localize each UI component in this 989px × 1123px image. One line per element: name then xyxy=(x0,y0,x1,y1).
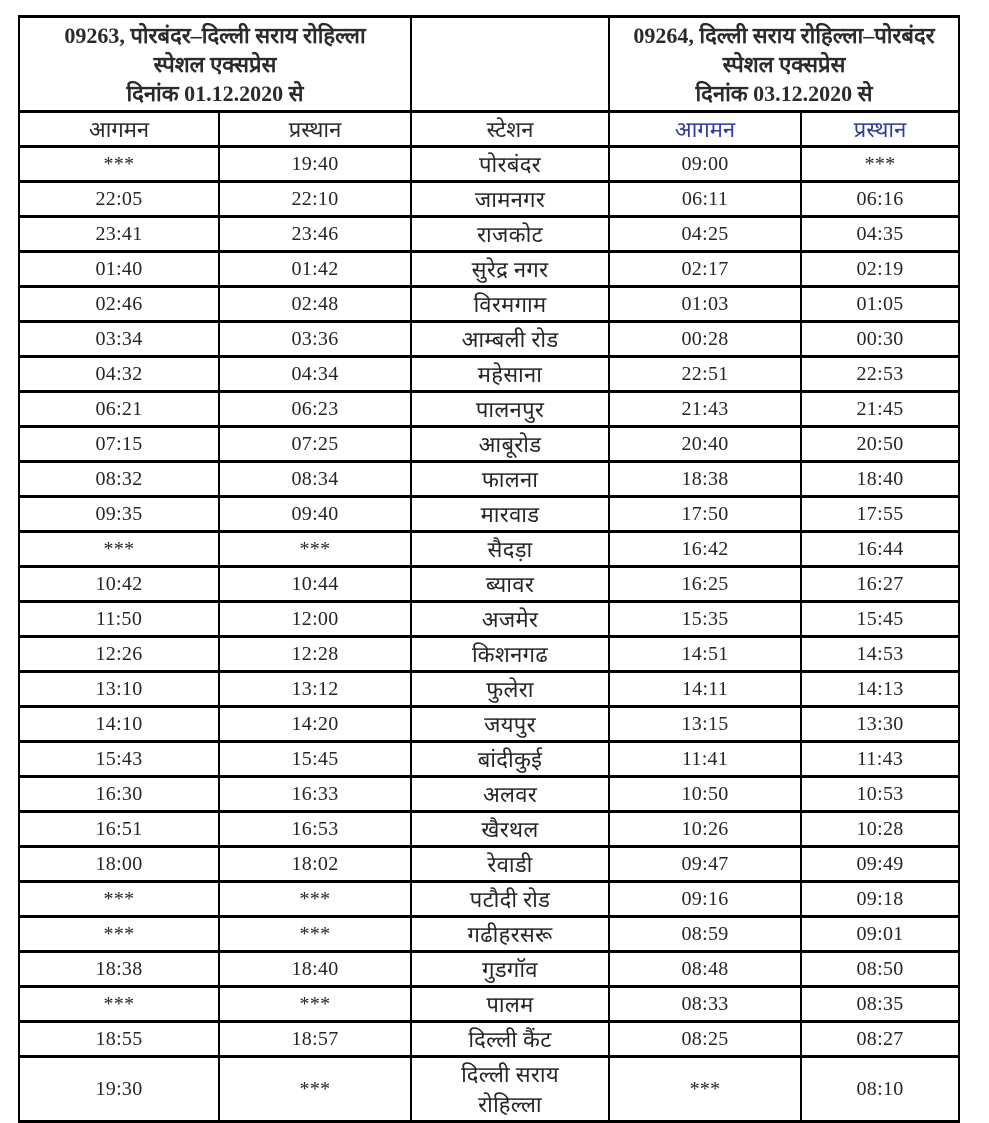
table-row xyxy=(19,987,959,1022)
departure-1-cell: 19:40 xyxy=(219,147,411,182)
departure-2-cell: 16:27 xyxy=(801,567,959,602)
station-cell: बांदीकुई xyxy=(411,742,609,777)
departure-1-cell: 13:12 xyxy=(219,672,411,707)
arrival-1-cell: *** xyxy=(19,987,219,1022)
table-row xyxy=(19,952,959,987)
station-cell: विरमगाम xyxy=(411,287,609,322)
arrival-1-cell: 14:10 xyxy=(19,707,219,742)
table-row xyxy=(19,427,959,462)
arrival-2-cell: 00:28 xyxy=(609,322,801,357)
station-cell: पालम xyxy=(411,987,609,1022)
arrival-1-cell: 09:35 xyxy=(19,497,219,532)
departure-2-cell: 04:35 xyxy=(801,217,959,252)
station-cell: सैदड़ा xyxy=(411,532,609,567)
arrival-1-cell: 04:32 xyxy=(19,357,219,392)
table-row xyxy=(19,707,959,742)
departure-2-cell: 16:44 xyxy=(801,532,959,567)
arrival-2-cell: 18:38 xyxy=(609,462,801,497)
departure-1-cell: 01:42 xyxy=(219,252,411,287)
departure-1-cell: *** xyxy=(219,532,411,567)
station-cell: फालना xyxy=(411,462,609,497)
departure-2-cell: 09:49 xyxy=(801,847,959,882)
departure-2-cell: 08:50 xyxy=(801,952,959,987)
arrival-2-cell: 20:40 xyxy=(609,427,801,462)
departure-2-cell: 10:53 xyxy=(801,777,959,812)
table-row xyxy=(19,882,959,917)
station-cell: ब्यावर xyxy=(411,567,609,602)
station-cell: पालनपुर xyxy=(411,392,609,427)
departure-2-cell: 00:30 xyxy=(801,322,959,357)
station-cell: मारवाड xyxy=(411,497,609,532)
departure-1-cell: 06:23 xyxy=(219,392,411,427)
table-row xyxy=(19,392,959,427)
train-09264-title-line2: स्पेशल एक्सप्रेस xyxy=(722,51,846,77)
departure-1-cell: 10:44 xyxy=(219,567,411,602)
station-cell: गढीहरसरू xyxy=(411,917,609,952)
departure-1-cell: 16:33 xyxy=(219,777,411,812)
departure-2-cell: 20:50 xyxy=(801,427,959,462)
arrival-1-cell: 18:00 xyxy=(19,847,219,882)
arrival-1-cell: *** xyxy=(19,917,219,952)
arrival-1-cell: 23:41 xyxy=(19,217,219,252)
table-row xyxy=(19,532,959,567)
departure-1-cell: 18:57 xyxy=(219,1022,411,1057)
train-09264-title-line1: 09264, दिल्ली सराय रोहिल्ला–पोरबंदर xyxy=(633,22,935,48)
table-row xyxy=(19,637,959,672)
train-09263-title-line1: 09263, पोरबंदर–दिल्ली सराय रोहिल्ला xyxy=(64,22,366,48)
arrival-1-cell: 10:42 xyxy=(19,567,219,602)
departure-1-cell: 12:00 xyxy=(219,602,411,637)
column-header-departure-2: प्रस्थान xyxy=(801,112,959,147)
departure-1-cell: 22:10 xyxy=(219,182,411,217)
departure-1-cell: *** xyxy=(219,882,411,917)
departure-1-cell: 07:25 xyxy=(219,427,411,462)
arrival-2-cell: 08:59 xyxy=(609,917,801,952)
arrival-2-cell: 16:42 xyxy=(609,532,801,567)
departure-1-cell: 04:34 xyxy=(219,357,411,392)
departure-2-cell: 08:27 xyxy=(801,1022,959,1057)
arrival-2-cell: 14:11 xyxy=(609,672,801,707)
station-cell: फुलेरा xyxy=(411,672,609,707)
arrival-2-cell: 21:43 xyxy=(609,392,801,427)
arrival-1-cell: 12:26 xyxy=(19,637,219,672)
departure-2-cell: 09:01 xyxy=(801,917,959,952)
station-cell: जयपुर xyxy=(411,707,609,742)
departure-2-cell: 13:30 xyxy=(801,707,959,742)
station-cell: अलवर xyxy=(411,777,609,812)
station-cell: आम्बली रोड xyxy=(411,322,609,357)
column-header-station: स्टेशन xyxy=(411,112,609,147)
departure-1-cell: *** xyxy=(219,1057,411,1122)
departure-1-cell: 12:28 xyxy=(219,637,411,672)
column-header-arrival-1: आगमन xyxy=(19,112,219,147)
departure-2-cell: 09:18 xyxy=(801,882,959,917)
departure-1-cell: *** xyxy=(219,987,411,1022)
station-cell: पोरबंदर xyxy=(411,147,609,182)
departure-2-cell: 21:45 xyxy=(801,392,959,427)
departure-2-cell: 14:13 xyxy=(801,672,959,707)
departure-1-cell: 23:46 xyxy=(219,217,411,252)
arrival-2-cell: 11:41 xyxy=(609,742,801,777)
table-row xyxy=(19,777,959,812)
station-cell: आबूरोड xyxy=(411,427,609,462)
arrival-2-cell: 06:11 xyxy=(609,182,801,217)
table-row xyxy=(19,602,959,637)
arrival-1-cell: 18:55 xyxy=(19,1022,219,1057)
header-middle-empty-cell xyxy=(411,17,609,112)
table-row xyxy=(19,917,959,952)
train-09263-header xyxy=(19,17,411,112)
departure-1-cell: 02:48 xyxy=(219,287,411,322)
arrival-1-cell: 13:10 xyxy=(19,672,219,707)
table-row xyxy=(19,1022,959,1057)
train-header-row xyxy=(19,17,959,112)
arrival-1-cell: 02:46 xyxy=(19,287,219,322)
station-cell: किशनगढ xyxy=(411,637,609,672)
table-row xyxy=(19,252,959,287)
departure-1-cell: 14:20 xyxy=(219,707,411,742)
train-09263-title-line2: स्पेशल एक्सप्रेस xyxy=(153,51,277,77)
column-header-row xyxy=(19,112,959,147)
station-cell: दिल्ली कैंट xyxy=(411,1022,609,1057)
departure-2-cell: 18:40 xyxy=(801,462,959,497)
arrival-1-cell: *** xyxy=(19,882,219,917)
station-cell: पटौदी रोड xyxy=(411,882,609,917)
departure-1-cell: 16:53 xyxy=(219,812,411,847)
table-row xyxy=(19,742,959,777)
station-cell: सुरेद्र नगर xyxy=(411,252,609,287)
column-header-departure-1: प्रस्थान xyxy=(219,112,411,147)
timetable-table xyxy=(18,15,960,1123)
table-row xyxy=(19,287,959,322)
departure-1-cell: 03:36 xyxy=(219,322,411,357)
timetable-body xyxy=(19,147,959,1122)
departure-2-cell: *** xyxy=(801,147,959,182)
departure-2-cell: 01:05 xyxy=(801,287,959,322)
arrival-1-cell: 22:05 xyxy=(19,182,219,217)
departure-2-cell: 11:43 xyxy=(801,742,959,777)
arrival-2-cell: 13:15 xyxy=(609,707,801,742)
table-row xyxy=(19,1057,959,1122)
departure-1-cell: 15:45 xyxy=(219,742,411,777)
table-row xyxy=(19,672,959,707)
train-09264-title-line3: दिनांक 03.12.2020 से xyxy=(695,80,873,106)
table-row xyxy=(19,812,959,847)
station-cell: रेवाडी xyxy=(411,847,609,882)
arrival-2-cell: 10:50 xyxy=(609,777,801,812)
table-row xyxy=(19,217,959,252)
column-header-arrival-2: आगमन xyxy=(609,112,801,147)
departure-2-cell: 02:19 xyxy=(801,252,959,287)
table-row xyxy=(19,497,959,532)
arrival-1-cell: 11:50 xyxy=(19,602,219,637)
arrival-2-cell: 22:51 xyxy=(609,357,801,392)
arrival-2-cell: 14:51 xyxy=(609,637,801,672)
departure-2-cell: 14:53 xyxy=(801,637,959,672)
departure-2-cell: 08:10 xyxy=(801,1057,959,1122)
arrival-1-cell: 03:34 xyxy=(19,322,219,357)
arrival-2-cell: 01:03 xyxy=(609,287,801,322)
arrival-2-cell: 16:25 xyxy=(609,567,801,602)
table-row xyxy=(19,182,959,217)
departure-2-cell: 17:55 xyxy=(801,497,959,532)
station-cell: अजमेर xyxy=(411,602,609,637)
arrival-1-cell: 01:40 xyxy=(19,252,219,287)
table-row xyxy=(19,847,959,882)
table-row xyxy=(19,567,959,602)
arrival-1-cell: 07:15 xyxy=(19,427,219,462)
arrival-2-cell: 08:33 xyxy=(609,987,801,1022)
arrival-1-cell: 08:32 xyxy=(19,462,219,497)
arrival-2-cell: 09:16 xyxy=(609,882,801,917)
train-09264-header xyxy=(609,17,959,112)
station-cell: खैरथल xyxy=(411,812,609,847)
arrival-2-cell: *** xyxy=(609,1057,801,1122)
table-row xyxy=(19,147,959,182)
table-row xyxy=(19,322,959,357)
arrival-2-cell: 08:25 xyxy=(609,1022,801,1057)
station-cell: राजकोट xyxy=(411,217,609,252)
station-cell: जामनगर xyxy=(411,182,609,217)
arrival-2-cell: 04:25 xyxy=(609,217,801,252)
arrival-2-cell: 10:26 xyxy=(609,812,801,847)
departure-1-cell: *** xyxy=(219,917,411,952)
arrival-1-cell: *** xyxy=(19,532,219,567)
station-cell: महेसाना xyxy=(411,357,609,392)
arrival-1-cell: *** xyxy=(19,147,219,182)
arrival-1-cell: 15:43 xyxy=(19,742,219,777)
arrival-2-cell: 09:00 xyxy=(609,147,801,182)
departure-1-cell: 18:02 xyxy=(219,847,411,882)
departure-2-cell: 06:16 xyxy=(801,182,959,217)
arrival-2-cell: 02:17 xyxy=(609,252,801,287)
station-cell: दिल्ली सराय रोहिल्ला xyxy=(411,1057,609,1122)
departure-1-cell: 18:40 xyxy=(219,952,411,987)
arrival-2-cell: 15:35 xyxy=(609,602,801,637)
arrival-1-cell: 19:30 xyxy=(19,1057,219,1122)
station-cell: गुडगॉव xyxy=(411,952,609,987)
departure-1-cell: 09:40 xyxy=(219,497,411,532)
arrival-1-cell: 16:51 xyxy=(19,812,219,847)
arrival-2-cell: 17:50 xyxy=(609,497,801,532)
arrival-1-cell: 16:30 xyxy=(19,777,219,812)
departure-2-cell: 22:53 xyxy=(801,357,959,392)
table-row xyxy=(19,462,959,497)
table-row xyxy=(19,357,959,392)
train-09263-title-line3: दिनांक 01.12.2020 से xyxy=(126,80,304,106)
arrival-2-cell: 08:48 xyxy=(609,952,801,987)
arrival-2-cell: 09:47 xyxy=(609,847,801,882)
departure-2-cell: 10:28 xyxy=(801,812,959,847)
arrival-1-cell: 18:38 xyxy=(19,952,219,987)
departure-2-cell: 08:35 xyxy=(801,987,959,1022)
departure-2-cell: 15:45 xyxy=(801,602,959,637)
arrival-1-cell: 06:21 xyxy=(19,392,219,427)
departure-1-cell: 08:34 xyxy=(219,462,411,497)
